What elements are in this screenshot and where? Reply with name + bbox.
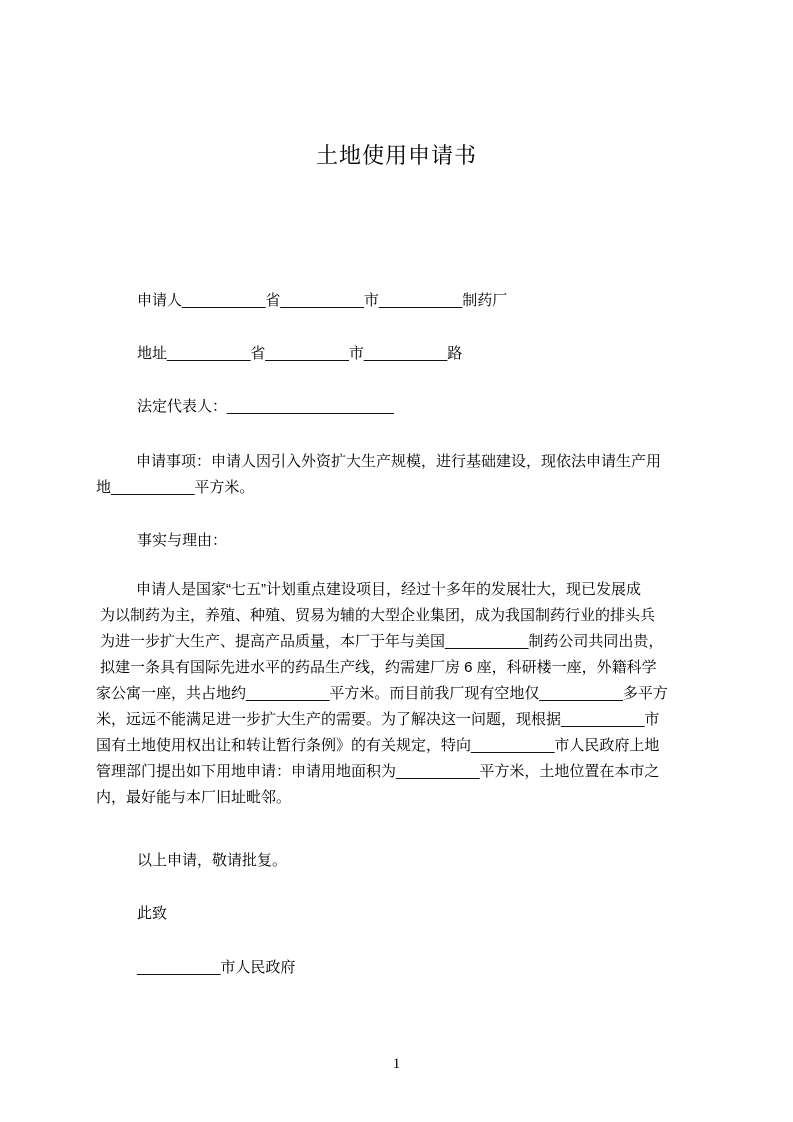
facts-line: 为以制药为主，养殖、种殖、贸易为辅的大型企业集团，成为我国制药行业的排头兵 (100, 607, 656, 624)
facts-line: 国有土地使用权出让和转让暂行条例》的有关规定，特向__________市人民政府上地 (96, 737, 660, 754)
legal-representative-line: 法定代表人：____________________ (137, 398, 394, 415)
facts-line: 米，远远不能满足进一步扩大生产的需要。为了解决这一问题，现根据__________市 (96, 711, 660, 728)
closing-request: 以上申请，敬请批复。 (137, 852, 288, 869)
facts-line: 拟建一条具有国际先进水平的药品生产线，约需建厂房 6 座，科研楼一座，外籍科学 (100, 659, 657, 676)
application-matter (96, 449, 702, 501)
facts-line: 管理部门提出如下用地申请：申请用地面积为__________平方米，土地位置在本市之 (96, 763, 660, 780)
page-number: 1 (392, 1056, 401, 1072)
facts-heading: 事实与理由： (137, 532, 228, 549)
application-matter-line: 地__________平方米。 (96, 479, 255, 496)
facts-line: 为进一步扩大生产、提高产品质量，本厂于年与美国__________制药公司共同出贵， (100, 633, 664, 650)
facts-line: 内，最好能与本厂旧址毗邻。 (96, 789, 292, 806)
facts-line: 申请人是国家“七五”计划重点建设项目，经过十多年的发展壮大，现已发展成 (136, 581, 641, 598)
application-matter-line: 申请事项：申请人因引入外资扩大生产规模，进行基础建设，现依法申请生产用 (136, 453, 662, 470)
document-title: 土地使用申请书 (315, 143, 477, 168)
applicant-line: 申请人__________省__________市__________制药厂 (137, 292, 508, 309)
recipient: __________市人民政府 (137, 959, 296, 976)
facts-line: 家公寓一座，共占地约__________平方米。而目前我厂现有空地仅__________多平方 (96, 685, 668, 702)
address-line: 地址__________省__________市__________路 (137, 345, 463, 362)
facts-and-reasons (96, 577, 702, 811)
salutation: 此致 (137, 905, 168, 922)
